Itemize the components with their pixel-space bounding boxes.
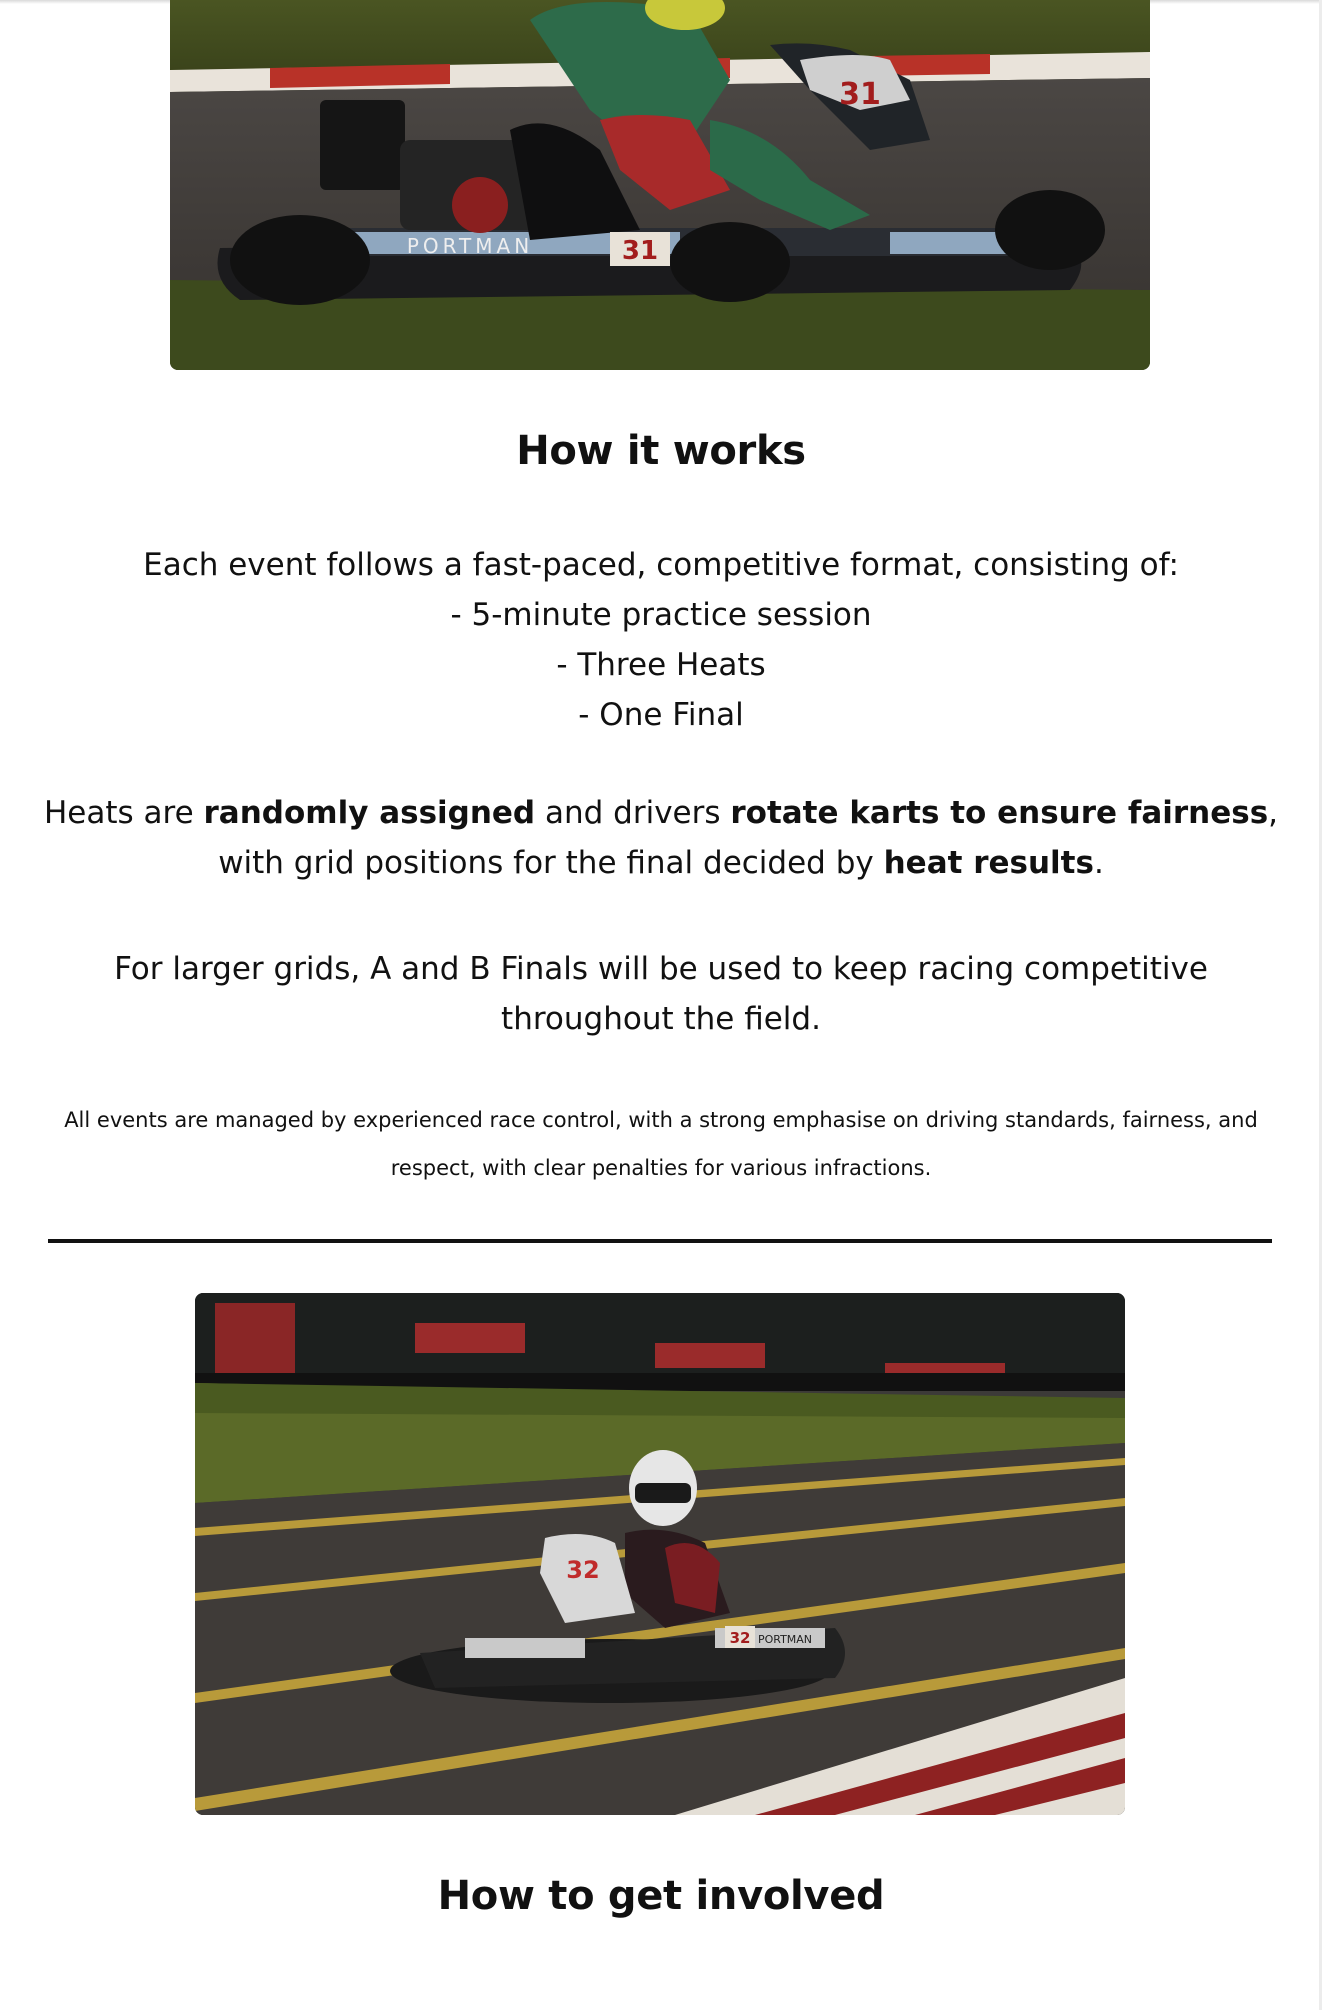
heats-bold-rotate: rotate karts to ensure fairness <box>730 795 1269 831</box>
kart-number-label: 31 <box>621 236 659 266</box>
race-control-paragraph: All events are managed by experienced race control, with a strong emphasise on driving standards, fairness, and respect, with clear penalties for various infractions. <box>64 1108 1258 1180</box>
format-intro-text: Each event follows a fast-paced, competitive format, consisting of: <box>143 547 1179 583</box>
heats-text-1: Heats are <box>43 795 204 831</box>
kart-sponsor-label: PORTMAN <box>406 234 534 258</box>
finals-paragraph: For larger grids, A and B Finals will be used to keep racing competitive throughout the field. <box>114 951 1208 1037</box>
kart-photo-31-image <box>170 0 1150 370</box>
kart-side-number-32: 32 <box>729 1629 751 1647</box>
heats-text-4: . <box>1093 845 1104 881</box>
heats-text-3: , with grid positions for the final decided by <box>218 795 1279 881</box>
format-item-final: - One Final <box>578 697 744 733</box>
heats-bold-results: heat results <box>883 845 1094 881</box>
format-item-practice: - 5-minute practice session <box>450 597 872 633</box>
format-item-heats: - Three Heats <box>556 647 766 683</box>
how-it-works-heading: How it works <box>516 428 806 474</box>
kart-photo-32 <box>195 1293 1125 1815</box>
heats-paragraph <box>40 788 1282 888</box>
kart-photo-32-image <box>195 1293 1125 1815</box>
how-to-get-involved-heading: How to get involved <box>437 1873 885 1919</box>
kart-nose-number: 31 <box>839 77 881 112</box>
kart-photo-31 <box>170 0 1150 370</box>
kart-nose-number-32: 32 <box>566 1556 600 1584</box>
heats-text-2: and drivers <box>535 795 731 831</box>
event-format-list <box>0 540 1322 740</box>
kart-sponsor-label-32: PORTMAN <box>757 1633 813 1646</box>
heats-bold-random: randomly assigned <box>203 795 536 831</box>
section-divider <box>48 1239 1272 1243</box>
